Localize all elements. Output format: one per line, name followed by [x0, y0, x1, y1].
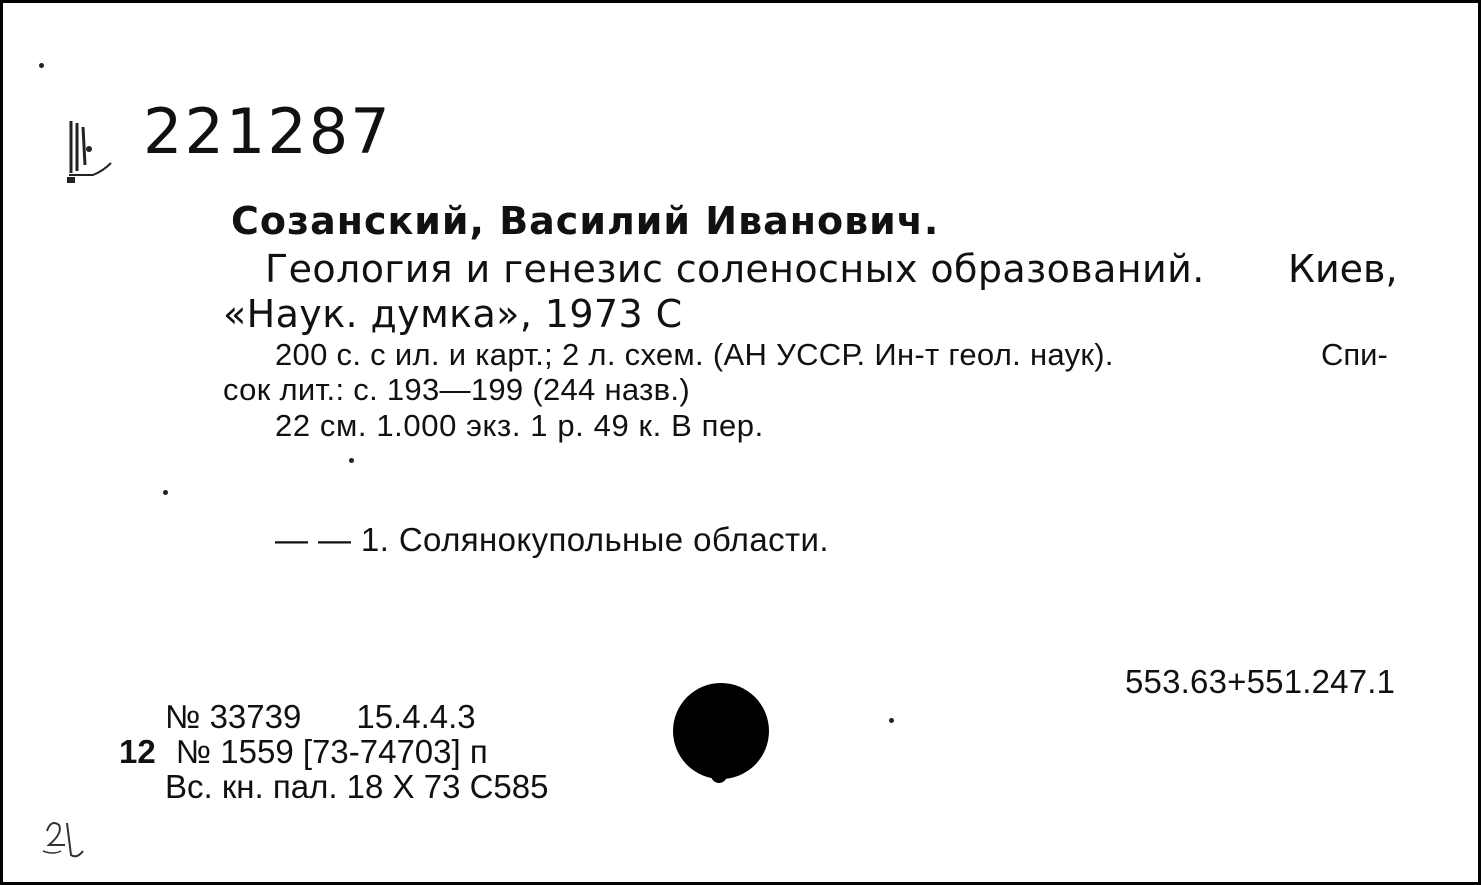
accession-line-2: [119, 733, 488, 771]
title-line-2: «Наук. думка», 1973 С: [223, 292, 683, 336]
speck: [39, 63, 44, 68]
speck: [163, 490, 168, 495]
udc-classification: 553.63+551.247.1: [1125, 663, 1396, 700]
subject-heading: — — 1. Солянокупольные области.: [275, 521, 829, 558]
punch-hole-tail: [711, 771, 727, 783]
collation-line-1-end: Спи-: [1321, 337, 1388, 372]
accession-line-1: № 33739 15.4.4.3: [165, 698, 476, 735]
accession-line-2-text: № 1559 [73-74703] п: [175, 733, 488, 770]
accession-line-3: Вс. кн. пал. 18 X 73 С585: [165, 768, 549, 805]
inventory-number: 221287: [143, 95, 392, 168]
speck: [349, 458, 354, 463]
collation-line-2: сок лит.: с. 193—199 (244 назв.): [223, 372, 690, 407]
author-heading: Созанский, Василий Иванович.: [231, 199, 940, 243]
punch-hole: [673, 683, 769, 779]
speck: [889, 718, 894, 723]
collation-line-1: 200 с. с ил. и карт.; 2 л. схем. (АН УССР. Ин-т геол. наук).: [275, 337, 1114, 372]
collation-line-3: 22 см. 1.000 экз. 1 р. 49 к. В пер.: [275, 408, 764, 443]
handwritten-mark-icon: [37, 811, 97, 863]
publication-place: Киев,: [1288, 247, 1398, 291]
accession-prefix-number: 12: [119, 733, 156, 770]
title-line-1: Геология и генезис соленосных образований.: [265, 247, 1205, 291]
library-stamp-icon: [63, 113, 115, 193]
